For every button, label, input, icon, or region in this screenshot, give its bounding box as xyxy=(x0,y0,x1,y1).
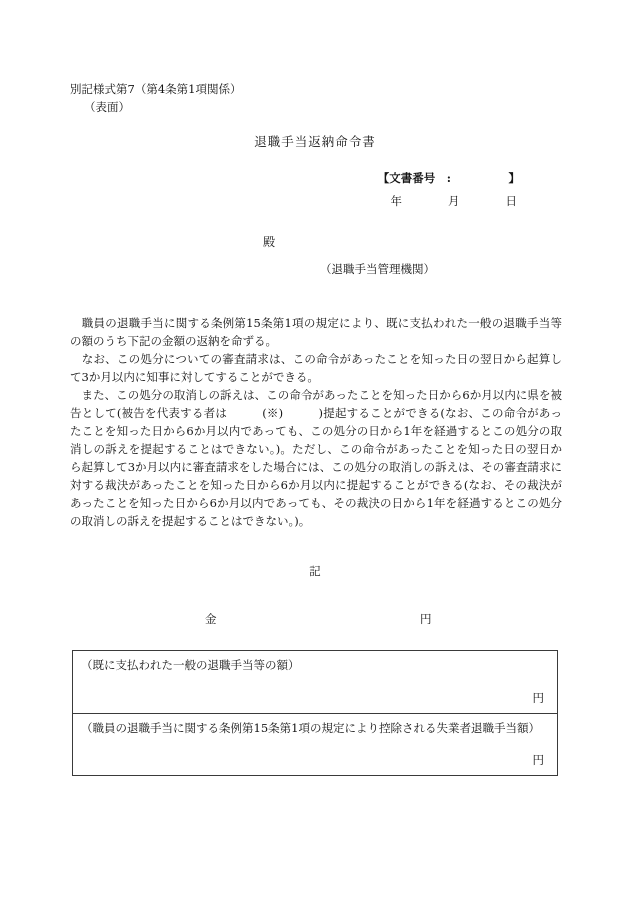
amount-table xyxy=(72,650,558,776)
row-unit-yen: 円 xyxy=(532,691,544,705)
body-text xyxy=(70,314,562,530)
paragraph-revocation-suit: また、この処分の取消しの訴えは、この命令があったことを知った日から6か月以内に県を被告として(被告を代表する者は (※) )提起することができる(なお、この命令があったことを知った日から6か月以内であっても、この処分の日から1年を経過するとこの処分の取消しの訴えを提起することはできない。)。ただし、この命令があったことを知った日の翌日から起算して3か月以内に審査請求をした場合には、この処分の取消しの訴えは、その審査請求に対する裁決があったことを知った日から6か月以内に提起することができる(なお、その裁決があったことを知った日から6か月以内であっても、その裁決の日から1年を経過するとこの処分の取消しの訴えを提起することはできない。)。 xyxy=(70,388,562,528)
amount-prefix-kin: 金 xyxy=(205,612,217,626)
table-row xyxy=(73,651,557,713)
date-field: 年 月 日 xyxy=(390,194,517,208)
form-number: 別記様式第7（第4条第1項関係） xyxy=(70,82,242,96)
paragraph-order: 職員の退職手当に関する条例第15条第1項の規定により、既に支払われた一般の退職手当等の額のうち下記の金額の返納を命ずる。 xyxy=(70,316,562,348)
addressee-honorific: 殿 xyxy=(263,235,276,249)
issuer-label: （退職手当管理機関） xyxy=(320,262,435,276)
amount-suffix-yen: 円 xyxy=(420,612,432,626)
amount-line xyxy=(70,611,562,629)
page-title: 退職手当返納命令書 xyxy=(254,134,376,149)
row-label: （既に支払われた一般の退職手当等の額） xyxy=(81,658,300,672)
table-row xyxy=(73,713,557,775)
paragraph-review-request: なお、この処分についての審査請求は、この命令があったことを知った日の翌日から起算して3か月以内に知事に対してすることができる。 xyxy=(70,352,562,384)
row-label: （職員の退職手当に関する条例第15条第1項の規定により控除される失業者退職手当額） xyxy=(81,721,540,735)
record-label: 記 xyxy=(309,564,321,578)
document-number-field: 【文書番号 : 】 xyxy=(377,171,520,185)
side-label: （表面） xyxy=(84,100,130,114)
row-unit-yen: 円 xyxy=(532,753,544,767)
